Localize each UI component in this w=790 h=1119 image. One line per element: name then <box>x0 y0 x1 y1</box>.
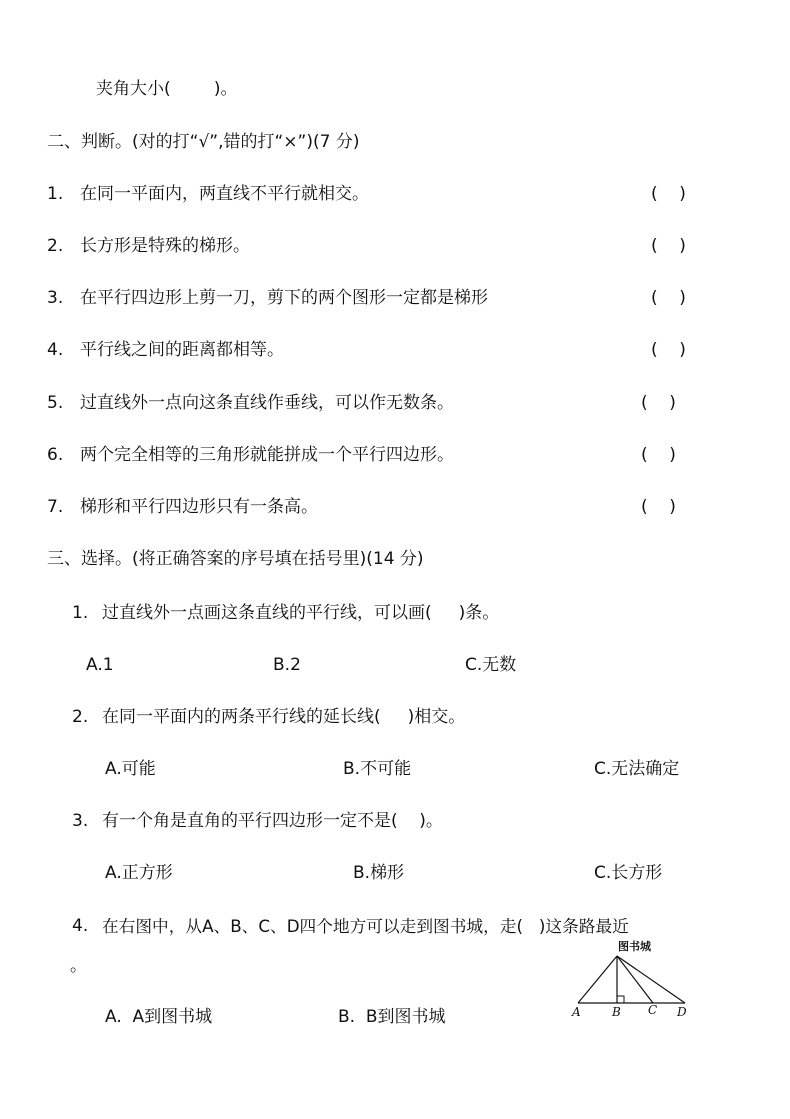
item-number: 3. <box>47 288 64 308</box>
point-d-label: D <box>677 1005 687 1019</box>
item-text: 梯形和平行四边形只有一条高。 <box>80 497 318 517</box>
option-c[interactable]: C.无数 <box>465 655 517 675</box>
question-continuation: 。 <box>70 956 87 976</box>
option-b[interactable]: B.梯形 <box>353 863 405 883</box>
item-text: 平行线之间的距离都相等。 <box>80 340 284 360</box>
point-c-label: C <box>648 1003 658 1017</box>
answer-blank[interactable]: ( ) <box>641 445 676 465</box>
item-number: 6. <box>47 445 64 465</box>
answer-blank[interactable]: ( ) <box>641 497 676 517</box>
question-number: 2. <box>72 707 89 727</box>
item-text: 在平行四边形上剪一刀，剪下的两个图形一定都是梯形 <box>80 288 488 308</box>
question-text: 有一个角是直角的平行四边形一定不是( )。 <box>102 811 443 831</box>
question-number: 3. <box>72 811 89 831</box>
option-b[interactable]: B.2 <box>273 655 301 675</box>
point-a-label: A <box>572 1005 581 1019</box>
answer-blank[interactable]: ( ) <box>641 393 676 413</box>
question-text: 在右图中，从A、B、C、D四个地方可以走到图书城，走( )这条路最近 <box>102 916 629 936</box>
question-number: 1. <box>72 603 89 623</box>
road-a-line <box>578 956 617 1003</box>
answer-blank[interactable]: ( ) <box>651 184 686 204</box>
item-number: 5. <box>47 393 64 413</box>
book-city-label: 图书城 <box>618 940 651 953</box>
road-d-line <box>617 956 685 1003</box>
right-angle-mark <box>617 996 624 1003</box>
option-a[interactable]: A. A到图书城 <box>105 1007 213 1027</box>
continued-question-text: 夹角大小( )。 <box>96 79 238 99</box>
section-2-heading: 二、判断。(对的打“√”,错的打“×”)(7 分) <box>47 132 360 152</box>
option-b[interactable]: B. B到图书城 <box>338 1007 446 1027</box>
option-a[interactable]: A.1 <box>86 655 114 675</box>
item-number: 1. <box>47 184 64 204</box>
option-c[interactable]: C.长方形 <box>594 863 663 883</box>
item-text: 两个完全相等的三角形就能拼成一个平行四边形。 <box>80 445 454 465</box>
section-3-heading: 三、选择。(将正确答案的序号填在括号里)(14 分) <box>47 549 424 569</box>
item-text: 过直线外一点向这条直线作垂线，可以作无数条。 <box>80 393 454 413</box>
answer-blank[interactable]: ( ) <box>651 236 686 256</box>
option-b[interactable]: B.不可能 <box>343 759 412 779</box>
answer-blank[interactable]: ( ) <box>651 288 686 308</box>
item-number: 7. <box>47 497 64 517</box>
item-number: 2. <box>47 236 64 256</box>
question-text: 过直线外一点画这条直线的平行线，可以画( )条。 <box>102 603 500 623</box>
option-c[interactable]: C.无法确定 <box>594 759 680 779</box>
point-b-label: B <box>612 1005 621 1019</box>
item-number: 4. <box>47 340 64 360</box>
question-number: 4. <box>72 916 89 936</box>
option-a[interactable]: A.可能 <box>105 759 156 779</box>
answer-blank[interactable]: ( ) <box>651 340 686 360</box>
item-text: 长方形是特殊的梯形。 <box>80 236 250 256</box>
question-text: 在同一平面内的两条平行线的延长线( )相交。 <box>102 707 466 727</box>
item-text: 在同一平面内，两直线不平行就相交。 <box>80 184 369 204</box>
option-a[interactable]: A.正方形 <box>105 863 173 883</box>
book-city-diagram <box>568 938 698 1022</box>
